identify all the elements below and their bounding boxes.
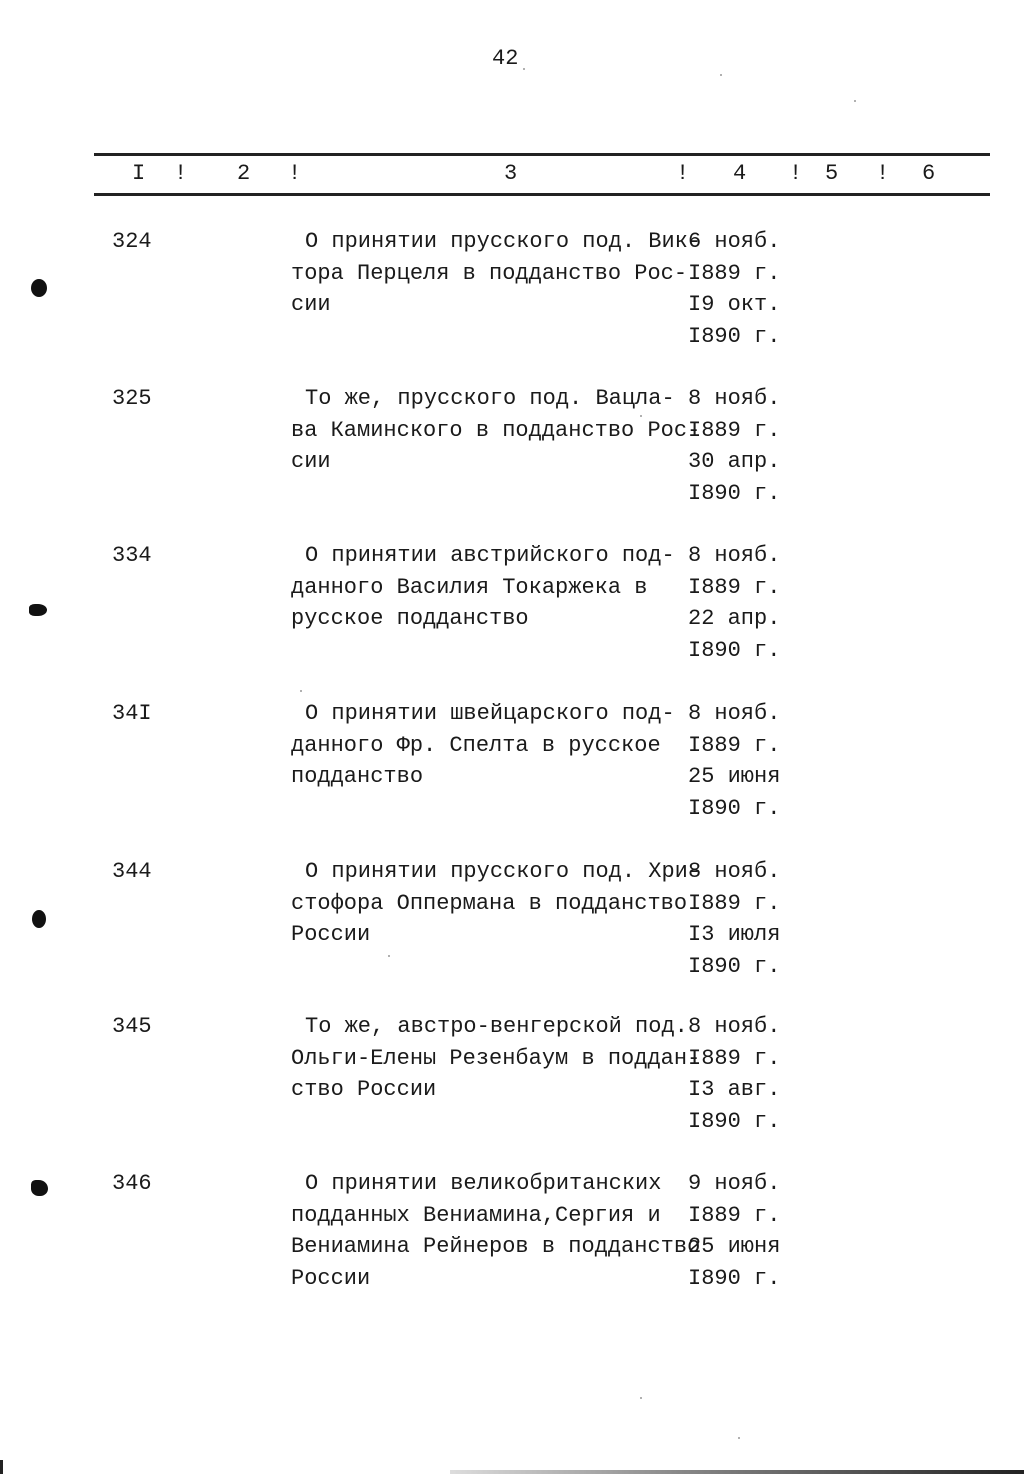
table-row [0,226,1024,356]
scan-speck [720,74,722,76]
date-line: I889 г. [688,1202,781,1228]
scan-speck [300,690,302,692]
punch-hole-icon [29,604,47,616]
column-separator: ! [288,161,302,186]
entry-dates [688,226,808,352]
entry-description [291,383,701,509]
entry-dates [688,383,808,509]
scan-speck [738,1437,740,1439]
table-row [0,698,1024,828]
date-line: 8 нояб. [688,701,781,726]
description-line: тора Перцеля в подданство Рос- [291,260,688,286]
entry-dates [688,540,808,666]
punch-hole-icon [31,279,47,297]
date-line: 8 нояб. [688,1014,781,1039]
description-line: русское подданство [291,606,529,631]
date-line: 8 нояб. [688,543,781,568]
description-line: сии [291,292,331,317]
description-line [291,478,691,510]
table-row [0,1168,1024,1298]
description-line: О принятии великобританских [305,1171,662,1196]
description-line: То же, прусского под. Вацла- [305,386,675,411]
description-line: России [291,1265,371,1291]
date-line: I9 окт. [688,292,781,317]
description-line [291,951,691,983]
column-separator: ! [876,161,890,186]
scan-speck [640,415,642,417]
description-line: сии [291,449,331,474]
table-row [0,1011,1024,1141]
column-header-2: 2 [237,161,251,186]
column-header-1: I [132,161,146,186]
description-line [291,1106,691,1138]
column-header-row [0,159,1024,189]
header-rule-top [94,153,990,156]
scan-speck [854,100,856,102]
date-line: I889 г. [688,1045,781,1071]
date-line: 8 нояб. [688,859,781,884]
scan-speck [523,68,525,70]
entry-description [291,856,702,982]
entry-dates [688,1168,808,1294]
description-line [291,793,691,825]
date-line: I890 г. [688,480,781,506]
column-header-5: 5 [825,161,839,186]
column-header-4: 4 [733,161,747,186]
description-line: То же, австро-венгерской под. [305,1014,688,1039]
entry-number: 34I [112,701,152,726]
date-line: I890 г. [688,637,781,663]
description-line: Ольги-Елены Резенбаум в поддан- [291,1045,701,1071]
entry-number: 345 [112,1014,152,1039]
entry-number: 324 [112,229,152,254]
entry-description [291,540,691,666]
column-separator: ! [789,161,803,186]
date-line: I890 г. [688,795,781,821]
description-line: О принятии прусского под. Хри- [305,859,702,884]
scan-edge-left [0,1460,3,1474]
description-line: О принятии австрийского под- [305,543,675,568]
description-line: данного Фр. Спелта в русское [291,732,661,758]
scan-speck [640,1397,642,1399]
date-line: I889 г. [688,417,781,443]
scan-edge-bottom [450,1470,1024,1474]
table-row [0,540,1024,670]
entry-description [291,1168,701,1294]
date-line: I889 г. [688,890,781,916]
column-header-6: 6 [922,161,936,186]
entry-dates [688,856,808,982]
description-line: подданство [291,764,424,789]
entry-dates [688,1011,808,1137]
entry-number: 344 [112,859,152,884]
description-line: стофора Оппермана в подданство [291,890,688,916]
date-line: I890 г. [688,1108,781,1134]
description-line: ство России [291,1077,437,1102]
date-line: I3 авг. [688,1077,781,1102]
date-line: I889 г. [688,574,781,600]
punch-hole-icon [32,910,46,928]
description-line: ва Каминского в подданство Рос- [291,417,701,443]
description-line: данного Василия Токаржека в [291,574,648,600]
entry-description [291,698,691,824]
page-number: 42 [492,46,519,71]
entry-number: 346 [112,1171,152,1196]
table-row [0,856,1024,986]
date-line: I889 г. [688,260,781,286]
entry-description [291,226,702,352]
entry-description [291,1011,701,1137]
description-line: России [291,922,371,947]
header-rule-bottom [94,193,990,196]
date-line: I890 г. [688,323,781,349]
description-line: Вениамина Рейнеров в подданство [291,1234,701,1259]
date-line: I890 г. [688,953,781,979]
scan-speck [388,955,390,957]
date-line: 9 нояб. [688,1171,781,1196]
entry-dates [688,698,808,824]
column-separator: ! [174,161,188,186]
date-line: 22 апр. [688,606,781,631]
entry-number: 334 [112,543,152,568]
date-line: I890 г. [688,1265,781,1291]
date-line: 25 июня [688,1234,781,1259]
description-line [291,321,691,353]
description-line: О принятии швейцарского под- [305,701,675,726]
description-line: О принятии прусского под. Вик- [305,229,702,254]
date-line: I889 г. [688,732,781,758]
entry-number: 325 [112,386,152,411]
date-line: 25 июня [688,764,781,789]
table-row [0,383,1024,513]
date-line: 30 апр. [688,449,781,474]
description-line: подданных Вениамина,Сергия и [291,1202,661,1228]
column-separator: ! [676,161,690,186]
description-line [291,635,691,667]
date-line: I3 июля [688,922,781,947]
column-header-3: 3 [504,161,518,186]
date-line: 6 нояб. [688,229,781,254]
punch-hole-icon [31,1180,48,1196]
date-line: 8 нояб. [688,386,781,411]
